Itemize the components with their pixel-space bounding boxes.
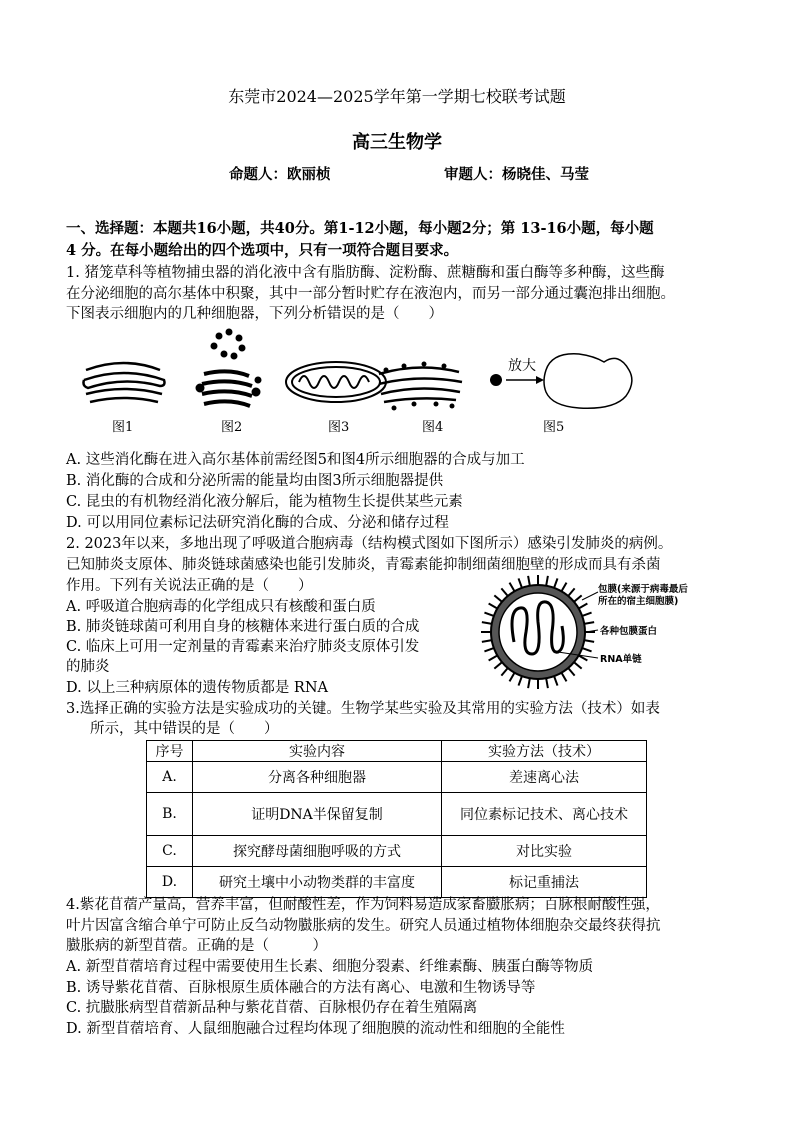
- table-cell: 分离各种细胞器: [193, 762, 442, 793]
- q2-option-b: B. 肺炎链球菌可利用自身的核糖体来进行蛋白质的合成: [66, 619, 420, 635]
- virus-diagram: [478, 570, 728, 695]
- table-cell: C.: [147, 836, 193, 867]
- figure5-enlarge-label: 放大: [508, 358, 536, 374]
- table-cell: 证明DNA半保留复制: [193, 793, 442, 836]
- q1-option-c: C. 昆虫的有机物经消化液分解后，能为植物生长提供某些元素: [66, 494, 463, 510]
- table-cell: 探究酵母菌细胞呼吸的方式: [193, 836, 442, 867]
- table-header-content: 实验内容: [193, 741, 442, 762]
- q2-stem-line2: 已知肺炎支原体、肺炎链球菌感染也能引发肺炎，青霉素能抑制细菌细胞壁的形成而具有杀菌: [66, 557, 661, 573]
- figure5-label: 图5: [543, 420, 565, 435]
- table-cell: B.: [147, 793, 193, 836]
- virus-protein-label: 各种包膜蛋白: [600, 626, 658, 637]
- q1-stem-line3: 下图表示细胞内的几种细胞器，下列分析错误的是（ ）: [66, 306, 443, 322]
- q1-option-b: B. 消化酶的合成和分泌所需的能量均由图3所示细胞器提供: [66, 473, 444, 489]
- table-row: [147, 793, 647, 836]
- exam-title: 东莞市2024—2025学年第一学期七校联考试题: [228, 87, 566, 106]
- table-cell: D.: [147, 867, 193, 898]
- table-cell: 研究土壤中小动物类群的丰富度: [193, 867, 442, 898]
- q4-option-c: C. 抗臌胀病型苜蓿新品种与紫花苜蓿、百脉根仍存在着生殖隔离: [66, 1000, 478, 1016]
- table-row: [147, 836, 647, 867]
- subject-title: 高三生物学: [352, 132, 442, 153]
- q4-stem-line1: 4.紫花苜蓿产量高，营养丰富，但耐酸性差，作为饲料易造成家畜臌胀病；百脉根耐酸性强，: [66, 897, 660, 913]
- figure2-label: 图2: [221, 420, 243, 435]
- q2-stem-line1: 2. 2023年以来，多地出现了呼吸道合胞病毒（结构模式图如下图所示）感染引发肺炎的病例。: [66, 536, 673, 552]
- q3-stem-line1: 3.选择正确的实验方法是实验成功的关键。生物学某些实验及其常用的实验方法（技术）如表: [66, 701, 660, 717]
- figure2-golgi: [196, 329, 261, 406]
- table-header-method: 实验方法（技术）: [442, 741, 647, 762]
- figure3-mitochondrion: [286, 362, 386, 402]
- q2-option-c-cont: 的肺炎: [66, 659, 110, 675]
- figure4-rough-er: [379, 362, 462, 411]
- q4-stem-line2: 叶片因富含缩合单宁可防止反刍动物臌胀病的发生。研究人员通过植物体细胞杂交最终获得抗: [66, 918, 661, 934]
- q4-option-d: D. 新型苜蓿培育、人鼠细胞融合过程均体现了细胞膜的流动性和细胞的全能性: [66, 1021, 565, 1037]
- q1-stem-line1: 1. 猪笼草科等植物捕虫器的消化液中含有脂肪酶、淀粉酶、蔗糖酶和蛋白酶等多种酶，这些酶: [66, 265, 665, 281]
- table-cell: 差速离心法: [442, 762, 647, 793]
- q2-option-c: C. 临床上可用一定剂量的青霉素来治疗肺炎支原体引发: [66, 639, 420, 655]
- table-header-row: [147, 741, 647, 762]
- q1-option-d: D. 可以用同位素标记法研究消化酶的合成、分泌和储存过程: [66, 515, 449, 531]
- q2-option-a: A. 呼吸道合胞病毒的化学组成只有核酸和蛋白质: [66, 599, 376, 615]
- reviewer-label: 审题人：杨晓佳、马莹: [444, 166, 589, 183]
- author-label: 命题人：欧丽桢: [229, 166, 331, 183]
- q1-option-a: A. 这些消化酶在进入高尔基体前需经图5和图4所示细胞器的合成与加工: [66, 452, 525, 468]
- q2-option-d: D. 以上三种病原体的遗传物质都是 RNA: [66, 680, 329, 696]
- q1-stem-line2: 在分泌细胞的高尔基体中积聚，其中一部分暂时贮存在液泡内，而另一部分通过囊泡排出细胞。: [66, 286, 675, 302]
- q4-option-b: B. 诱导紫花苜蓿、百脉根原生质体融合的方法有离心、电激和生物诱导等: [66, 980, 536, 996]
- q2-stem-line3: 作用。下列有关说法正确的是（ ）: [66, 578, 313, 594]
- virus-envelope-label-1: 包膜(来源于病毒最后: [598, 584, 688, 595]
- section-heading-line1: 一、选择题：本题共16小题，共40分。第1-12小题，每小题2分；第 13-16小题，每小题: [66, 220, 654, 237]
- figure4-label: 图4: [422, 420, 444, 435]
- virus-envelope-label-2: 所在的宿主细胞膜): [598, 596, 679, 607]
- figure1-label: 图1: [112, 420, 134, 435]
- table-cell: A.: [147, 762, 193, 793]
- table-header-number: 序号: [147, 741, 193, 762]
- figure3-label: 图3: [328, 420, 350, 435]
- section-heading-line2: 4 分。在每小题给出的四个选项中，只有一项符合题目要求。: [66, 242, 459, 259]
- table-cell: 对比实验: [442, 836, 647, 867]
- table-row: [147, 867, 647, 898]
- figure1-endoplasmic-reticulum: [84, 363, 165, 402]
- q4-option-a: A. 新型苜蓿培育过程中需要使用生长素、细胞分裂素、纤维素酶、胰蛋白酶等物质: [66, 959, 594, 975]
- table-cell: 标记重捕法: [442, 867, 647, 898]
- experiment-table: [146, 740, 647, 898]
- table-row: [147, 762, 647, 793]
- virus-rna-label: RNA单链: [600, 654, 642, 665]
- q4-stem-line3: 臌胀病的新型苜蓿。正确的是（ ）: [66, 938, 327, 954]
- q3-stem-line2: 所示，其中错误的是（ ）: [90, 721, 279, 737]
- table-cell: 同位素标记技术、离心技术: [442, 793, 647, 836]
